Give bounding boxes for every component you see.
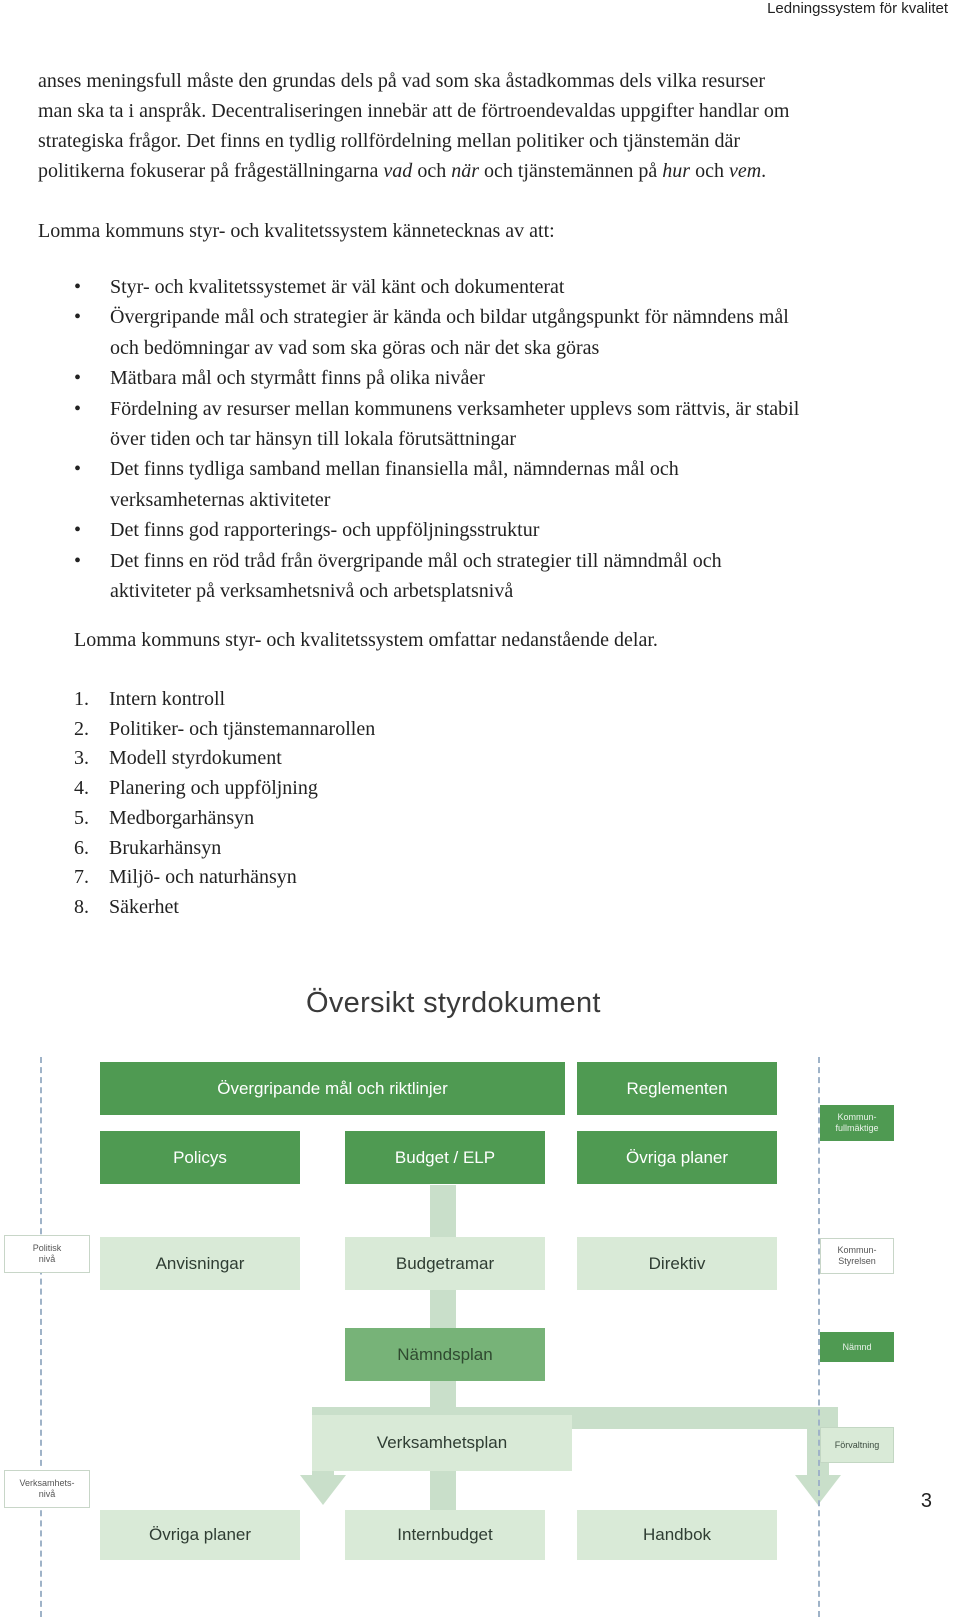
list-item: 2. Politiker- och tjänstemannarollen	[74, 717, 376, 740]
running-header: Ledningssystem för kvalitet	[767, 0, 948, 17]
bullet-icon: •	[74, 397, 82, 420]
characteristics-lead: Lomma kommuns styr- och kvalitetssystem kännetecknas av att:	[38, 220, 555, 242]
bullet-icon: •	[74, 549, 82, 572]
box-handbok: Handbok	[577, 1510, 777, 1560]
box-overgripande: Övergripande mål och riktlinjer	[100, 1062, 565, 1115]
box-internbudget: Internbudget	[345, 1510, 545, 1560]
list-item: 8. Säkerhet	[74, 895, 179, 918]
list-item: • Fördelning av resurser mellan kommunens verksamheter upplevs som rättvis, är stabil över tiden och tar hänsyn till lokala förutsättningar	[38, 394, 948, 455]
box-direktiv: Direktiv	[577, 1237, 777, 1290]
list-item: 5. Medborgarhänsyn	[74, 806, 255, 829]
side-label-verksamhetsniva: Verksamhets- nivå	[4, 1470, 90, 1508]
intro-line: anses meningsfull måste den grundas dels på vad som ska åstadkommas dels vilka resurser	[38, 70, 766, 92]
side-label-politisk-niva: Politisk nivå	[4, 1235, 90, 1273]
box-policys: Policys	[100, 1131, 300, 1184]
box-namndsplan: Nämndsplan	[345, 1328, 545, 1381]
list-item: 1. Intern kontroll	[74, 688, 226, 710]
bullet-icon: •	[74, 306, 82, 329]
list-item: • Det finns god rapporterings- och uppföljningsstruktur	[38, 515, 948, 545]
list-item: • Mätbara mål och styrmått finns på olika nivåer	[38, 363, 948, 393]
page-number: 3	[920, 1490, 932, 1512]
list-item: 6. Brukarhänsyn	[74, 836, 222, 859]
list-item: • Styr- och kvalitetssystemet är väl känt och dokumenterat	[38, 272, 948, 302]
box-anvisningar: Anvisningar	[100, 1237, 300, 1290]
list-item: • Det finns en röd tråd från övergripande mål och strategier till nämndmål och aktiviteter på verksamhetsnivå och arbetsplatsnivå	[38, 546, 948, 607]
intro-line: politikerna fokuserar på frågeställningarna vad och när och tjänstemännen på hur och vem.	[38, 160, 767, 182]
bullet-icon: •	[74, 519, 82, 542]
side-label-namnd: Nämnd	[820, 1332, 894, 1362]
list-item: 3. Modell styrdokument	[74, 747, 282, 770]
bullet-icon: •	[74, 367, 82, 390]
diagram-title: Översikt styrdokument	[306, 987, 601, 1019]
box-ovriga-planer-bottom: Övriga planer	[100, 1510, 300, 1560]
box-verksamhetsplan: Verksamhetsplan	[312, 1415, 572, 1471]
bullet-icon: •	[74, 276, 82, 298]
characteristics-list	[38, 272, 948, 606]
list-item: 7. Miljö- och naturhänsyn	[74, 866, 297, 889]
box-ovriga-planer-top: Övriga planer	[577, 1131, 777, 1184]
side-label-kommunstyrelsen: Kommun- Styrelsen	[820, 1238, 894, 1274]
dashed-guide	[40, 1057, 42, 1617]
bullet-icon: •	[74, 458, 82, 481]
list-item: • Övergripande mål och strategier är kända och bildar utgångspunkt för nämndens mål och bedömningar av vad som ska göras och när det ska göras	[38, 302, 948, 363]
parts-lead: Lomma kommuns styr- och kvalitetssystem omfattar nedanstående delar.	[74, 629, 658, 651]
side-label-kommunfullmaktige: Kommun- fullmäktige	[820, 1105, 894, 1141]
intro-line: man ska ta i anspråk. Decentraliseringen innebär att de förtroendevaldas uppgifter handlar om	[38, 100, 790, 122]
governance-documents-diagram	[0, 975, 960, 1616]
list-item: • Det finns tydliga samband mellan finansiella mål, nämndernas mål och verksamheternas aktiviteter	[38, 454, 948, 515]
side-label-forvaltning: Förvaltning	[820, 1427, 894, 1463]
left-arrow-head	[300, 1475, 346, 1505]
box-budget-elp: Budget / ELP	[345, 1131, 545, 1184]
intro-line: strategiska frågor. Det finns en tydlig rollfördelning mellan politiker och tjänstemän där	[38, 130, 741, 152]
box-reglementen: Reglementen	[577, 1062, 777, 1115]
parts-list	[74, 685, 375, 923]
intro-paragraph	[38, 66, 938, 186]
list-item: 4. Planering och uppföljning	[74, 777, 318, 800]
box-budgetramar: Budgetramar	[345, 1237, 545, 1290]
